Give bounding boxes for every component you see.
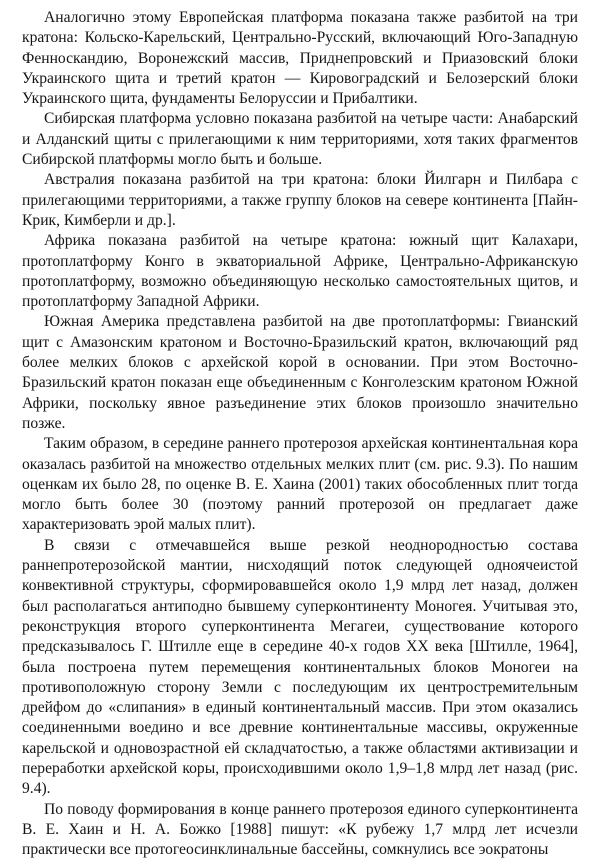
paragraph-south-america: Южная Америка представлена разбитой на две протоплатформы: Гвианский щит с Амазонским кратоном и Восточно-Бразильский кратон, включающий ряд более мелких блоков с архейской корой в основании. При этом Восточно-Бразильский кратон показан еще объединенным с Конголезским кратоном Южной Африки, поскольку явное разъединение этих блоков произошло значительно позже.	[22, 313, 578, 432]
paragraph-siberian-platform: Сибирская платформа условно показана разбитой на четыре части: Анабарский и Алданский щиты с прилегающими к ним территориями, хотя таких фрагментов Сибирской платформы могло быть и больше.	[22, 110, 578, 169]
paragraph-megagea: В связи с отмечавшейся выше резкой неоднородностью состава раннепротерозойской мантии, нисходящий поток следующей одноячеистой конвективной структуры, сформировавшейся около 1,9 млрд лет назад, должен был располагаться антиподно бывшему суперконтиненту Моногея. Учитывая это, реконструкция второго суперконтинента Мегагеи, существование которого предсказывалось Г. Штилле еще в середине 40-х годов XX века [Штилле, 1964], была построена путем перемещения континентальных блоков Моногеи на противоположную сторону Земли с последующим их центростремительным дрейфом до «слипания» в единый континентальный массив. При этом оказались соединенными воедино и все древние континентальные массивы, окруженные карельской и одновозрастной ей складчатостью, а также областями активизации и переработки архейской коры, происходившими около 1,9–1,8 млрд лет назад (рис. 9.4).	[22, 536, 578, 798]
paragraph-european-platform: Аналогично этому Европейская платформа показана также разбитой на три кратона: Кольско-Карельский, Центрально-Русский, включающий Юго-Западную Фенноскандию, Воронежский массив, Приднепровский и Приазовский блоки Украинского щита и третий кратон — Кировоградский и Белозерский блоки Украинского щита, фундаменты Белоруссии и Прибалтики.	[22, 9, 578, 108]
paragraph-small-plates: Таким образом, в середине раннего протерозоя архейская континентальная кора оказалась разбитой на множество отдельных мелких плит (см. рис. 9.3). По нашим оценкам их было 28, по оценке В. Е. Хаина (2001) таких обособленных плит тогда могло быть более 30 (поэтому ранний протерозой он предлагает даже характеризовать эрой малых плит).	[22, 435, 578, 534]
paragraph-supercontinent-formation: По поводу формирования в конце раннего протерозоя единого суперконтинента В. Е. Хаин и Н. А. Божко [1988] пишут: «К рубежу 1,7 млрд лет исчезли практически все протогеосинклинальные бассейны, сомкнулись все эократоны	[22, 800, 578, 859]
paragraph-australia: Австралия показана разбитой на три кратона: блоки Йилгарн и Пилбара с прилегающими территориями, а также группу блоков на севере континента [Пайн-Крик, Кимберли и др.].	[22, 171, 578, 229]
paragraph-africa: Африка показана разбитой на четыре кратона: южный щит Калахари, протоплатформу Конго в экваториальной Африке, Центрально-Африканскую протоплатформу, возможно объединяющую несколько самостоятельных щитов, и протоплатформу Западной Африки.	[22, 232, 578, 311]
book-page	[22, 8, 578, 860]
